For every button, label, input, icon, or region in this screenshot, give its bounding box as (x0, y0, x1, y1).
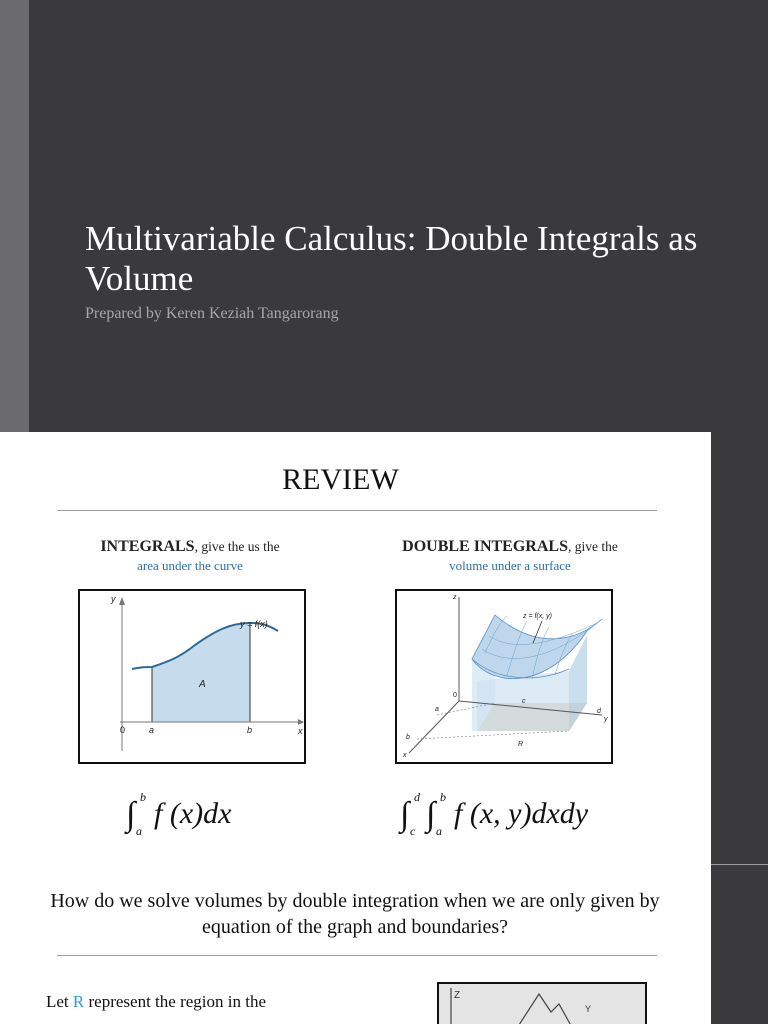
dark-side-panel (711, 432, 768, 1024)
volume-graph (397, 591, 611, 762)
z-axis-label: z (453, 594, 457, 601)
svg-text:∫: ∫ (426, 796, 436, 833)
integrals-caption-rest: , give the us the (194, 539, 280, 554)
double-integrals-caption-rest: , give the (567, 539, 618, 554)
svg-text:∫: ∫ (400, 796, 410, 833)
curve-label: y = f(x) (240, 619, 268, 629)
slide-title: Multivariable Calculus: Double Integrals as Volume (85, 219, 698, 298)
origin-label: 0 (120, 725, 126, 735)
y-axis-arrow (119, 597, 125, 605)
svg-text:f (x, y)dxdy: f (x, y)dxdy (454, 797, 589, 830)
sketch-y-label: Y (585, 1004, 592, 1014)
dashed-b (417, 731, 569, 739)
hand-sketch-svg (439, 984, 645, 1024)
volume-under-surface-text: volume under a surface (449, 558, 571, 573)
single-integral-formula (124, 789, 274, 847)
x-axis-3d (409, 701, 459, 753)
svg-text:a: a (436, 824, 442, 838)
svg-text:c: c (410, 824, 416, 838)
bound-d-3d-label: d (597, 708, 601, 715)
bound-a-label: a (149, 725, 155, 735)
svg-text:∫: ∫ (126, 796, 136, 833)
single-integral-svg (124, 789, 274, 839)
question-divider (57, 955, 657, 956)
origin-3d-label: 0 (453, 692, 457, 699)
bound-b-label: b (247, 725, 253, 735)
bound-a-3d-label: a (435, 706, 439, 713)
heading-divider (57, 510, 657, 511)
double-integral-formula (398, 789, 628, 847)
region-r-label: R (518, 741, 524, 748)
sketch-z-label: Z (454, 990, 461, 1001)
x-3d-label: x (403, 752, 407, 759)
x-axis-label: x (298, 726, 303, 736)
integrals-caption (60, 537, 320, 575)
let-suffix: represent the region in the (84, 992, 266, 1011)
area-under-curve-text: area under the curve (137, 558, 243, 573)
question-text: How do we solve volumes by double integration when we are only given by equation of the graph and boundaries? (50, 890, 660, 938)
review-slide (0, 432, 711, 1024)
svg-text:f (x)dx: f (x)dx (154, 797, 232, 830)
y-3d-label: y (604, 716, 608, 723)
double-integrals-caption (370, 537, 650, 575)
volume-under-surface-figure (395, 589, 613, 764)
bound-c-3d-label: c (522, 698, 526, 705)
area-region (152, 623, 250, 722)
region-r-symbol: R (72, 992, 85, 1011)
let-r-text (46, 992, 266, 1012)
x-axis-arrow (298, 719, 304, 725)
sketch-lines (499, 994, 579, 1024)
side-divider (711, 864, 768, 865)
title-slide (0, 0, 768, 432)
svg-text:b: b (140, 790, 146, 804)
integrals-label: INTEGRALS (100, 538, 195, 555)
double-integrals-label: DOUBLE INTEGRALS (402, 538, 568, 555)
bound-b-3d-label: b (406, 734, 410, 741)
hand-sketch-figure (437, 982, 647, 1024)
review-heading: REVIEW (282, 463, 399, 496)
svg-text:b: b (440, 790, 446, 804)
let-prefix: Let (46, 992, 73, 1011)
area-label: A (199, 679, 206, 690)
slide-subtitle: Prepared by Keren Keziah Tangarorang (85, 305, 339, 322)
accent-bar (0, 0, 29, 432)
svg-text:d: d (414, 790, 420, 804)
y-axis-label: y (111, 594, 116, 604)
surface-label: z = f(x, y) (523, 613, 552, 620)
area-under-curve-figure (78, 589, 306, 764)
double-integral-svg (398, 789, 628, 839)
svg-text:a: a (136, 824, 142, 838)
area-graph (80, 591, 304, 762)
